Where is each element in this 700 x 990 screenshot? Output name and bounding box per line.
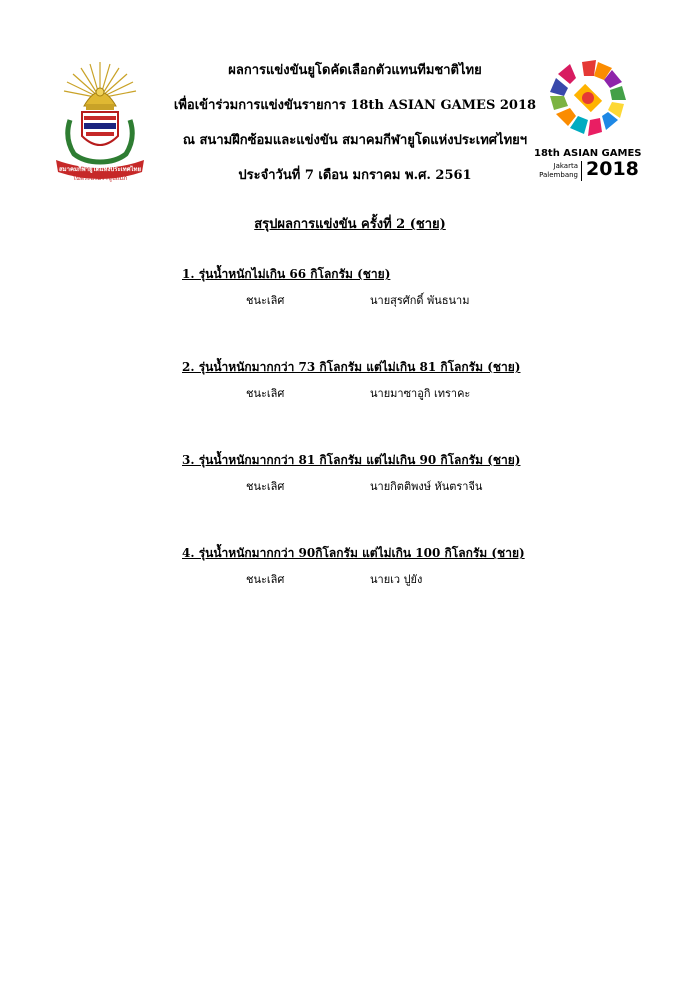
category-block — [182, 358, 602, 402]
winner-name: นายมาซาอูกิ เทราคะ — [370, 387, 471, 400]
asian-games-title: 18th ASIAN GAMES — [534, 148, 642, 159]
header-line-4: ประจำวันที่ 7 เดือน มกราคม พ.ศ. 2561 — [238, 168, 472, 183]
document-header — [165, 62, 545, 202]
result-label: ชนะเลิศ — [246, 573, 285, 586]
result-row — [182, 291, 602, 309]
result-label: ชนะเลิศ — [246, 480, 285, 493]
category-title: 2. รุ่นน้ำหนักมากกว่า 73 กิโลกรัม แต่ไม่เกิน 81 กิโลกรัม (ชาย) — [182, 360, 521, 374]
category-title: 3. รุ่นน้ำหนักมากกว่า 81 กิโลกรัม แต่ไม่เกิน 90 กิโลกรัม (ชาย) — [182, 453, 521, 467]
asian-games-city-1: Jakarta — [553, 162, 578, 170]
crest-text-line1: สมาคมกีฬายูโดแห่งประเทศไทย — [58, 166, 141, 173]
header-line-1: ผลการแข่งขันยูโดคัดเลือกตัวแทนทีมชาติไทย — [228, 63, 482, 78]
asian-games-divider — [581, 161, 582, 181]
winner-name: นายสุรศักดิ์ พันธนาม — [370, 294, 470, 307]
category-title: 4. รุ่นน้ำหนักมากกว่า 90กิโลกรัม แต่ไม่เกิน 100 กิโลกรัม (ชาย) — [182, 546, 525, 560]
summary-title: สรุปผลการแข่งขัน ครั้งที่ 2 (ชาย) — [254, 217, 446, 232]
winner-name: นายเว ปูยัง — [370, 573, 423, 586]
crest-text-line2: ในพระบรมราชูปถัมภ์ — [72, 175, 128, 182]
asian-games-city-2: Palembang — [539, 171, 578, 179]
result-label: ชนะเลิศ — [246, 294, 285, 307]
result-row — [182, 570, 602, 588]
category-block — [182, 544, 602, 588]
header-line-3: ณ สนามฝึกซ้อมและแข่งขัน สมาคมกีฬายูโดแห่งประเทศไทยฯ — [182, 133, 528, 148]
category-block — [182, 265, 602, 309]
result-row — [182, 477, 602, 495]
category-block — [182, 451, 602, 495]
result-label: ชนะเลิศ — [246, 387, 285, 400]
category-title: 1. รุ่นน้ำหนักไม่เกิน 66 กิโลกรัม (ชาย) — [182, 267, 391, 281]
asian-games-year: 2018 — [586, 158, 639, 180]
header-line-2: เพื่อเข้าร่วมการแข่งขันรายการ 18th ASIAN GAMES 2018 — [173, 98, 537, 113]
result-row — [182, 384, 602, 402]
asian-games-2018-logo-icon — [534, 56, 642, 184]
winner-name: นายกิตติพงษ์ หันตราจีน — [370, 480, 483, 493]
